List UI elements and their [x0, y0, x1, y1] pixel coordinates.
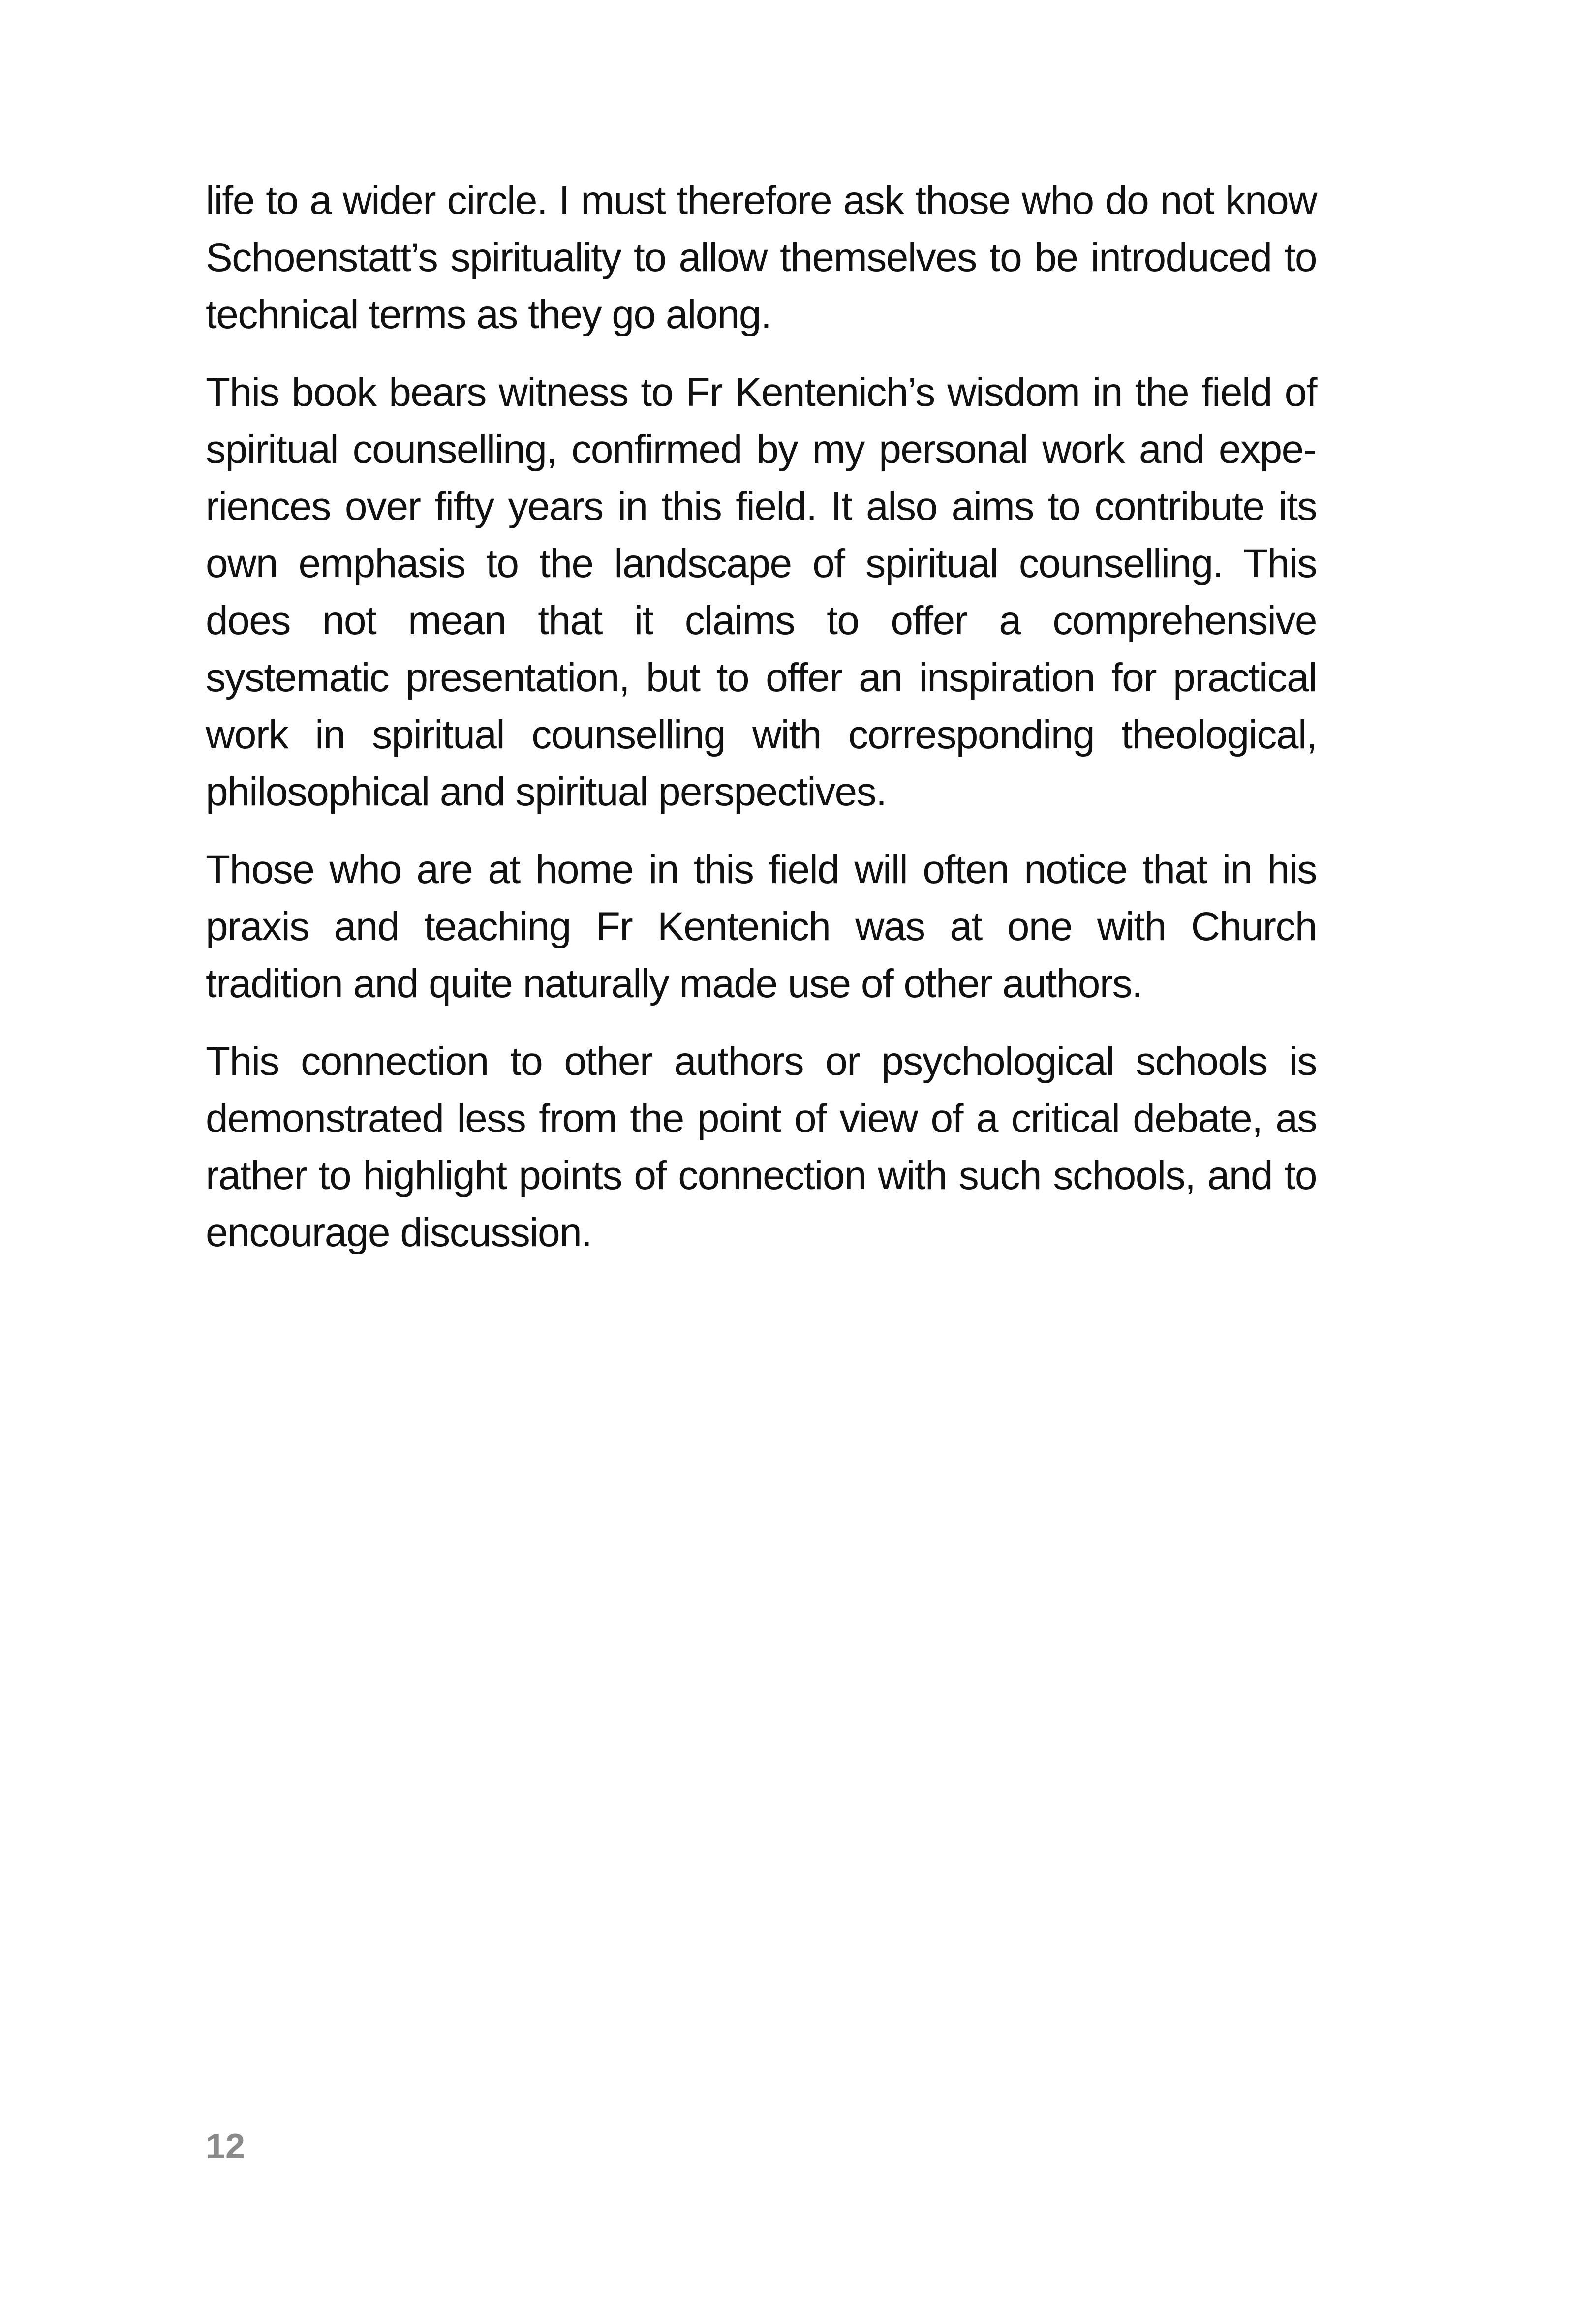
- paragraph: This book bears witness to Fr Kentenich’s wisdom in the field of spiritual counselling, confirmed by my personal work and experiences over fifty years in this field. It also aims to contribute its own emphasis to the landscape of spiritual counselling. This does not mean that it claims to offer a comprehensive systematic presentation, but to offer an inspiration for practical work in spiritual counselling with corresponding theological, philosophical and spiritual perspectives.: [206, 370, 1317, 814]
- paragraph: life to a wider circle. I must therefore ask those who do not know Schoenstatt’s spirituality to allow themselves to be introduced to technical terms as they go along.: [206, 178, 1317, 337]
- paragraph: This connection to other authors or psychological schools is demonstrated less from the point of view of a critical debate, as rather to highlight points of connection with such schools, and to encourage discussion.: [206, 1039, 1317, 1255]
- body-text: [206, 172, 1317, 1282]
- paragraph: Those who are at home in this field will often notice that in his praxis and teaching Fr Kentenich was at one with Church tradition and quite naturally made use of other authors.: [206, 847, 1317, 1006]
- page-number: 12: [206, 2127, 246, 2166]
